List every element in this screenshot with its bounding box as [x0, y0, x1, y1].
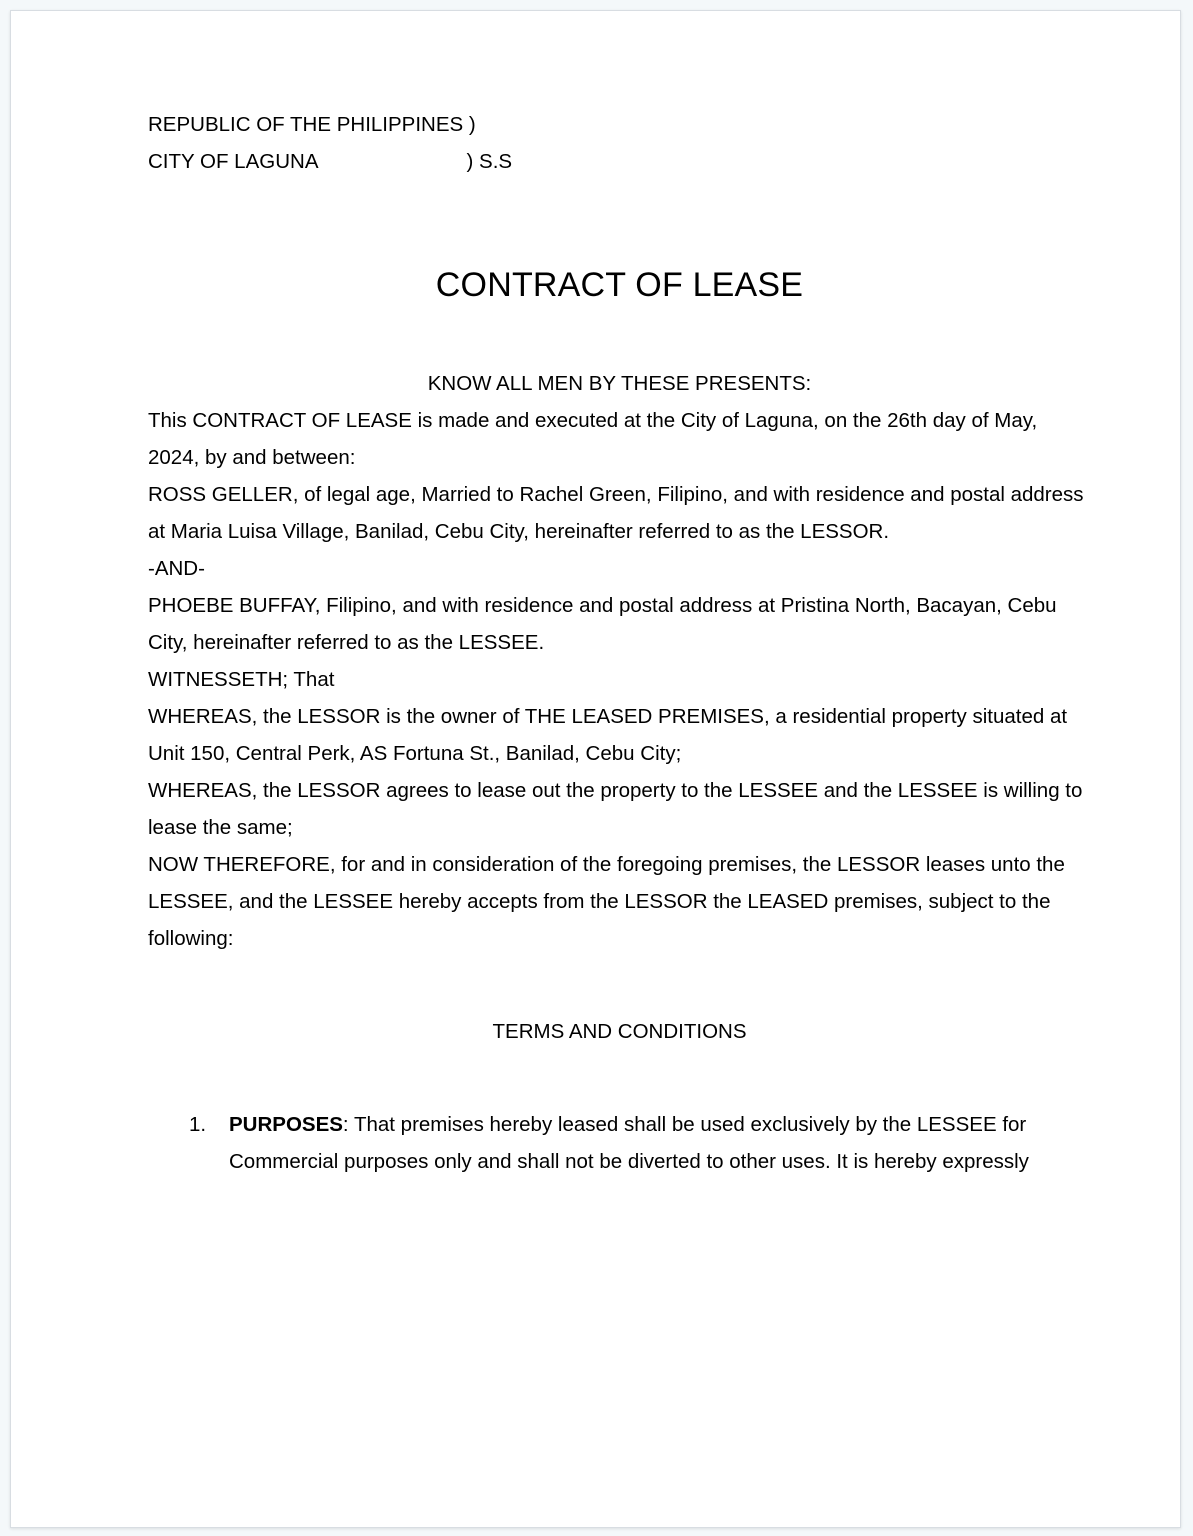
paragraph-intro: This CONTRACT OF LEASE is made and executed at the City of Laguna, on the 26th day of May, 2024, by and between: [148, 409, 1038, 469]
header-line-republic [148, 106, 1091, 143]
document-title: CONTRACT OF LEASE [435, 266, 804, 304]
paragraph-witnesseth: WITNESSETH; That [148, 668, 335, 691]
list-item-marker: 1. [189, 1113, 207, 1136]
list-item-separator: : [342, 1113, 354, 1136]
paragraph-lessee: PHOEBE BUFFAY, Filipino, and with residence and postal address at Pristina North, Bacayan, Cebu City, hereinafter referred to as the LESSEE. [148, 594, 1057, 654]
header-republic-text: REPUBLIC OF THE PHILIPPINES ) [148, 113, 476, 136]
document-subtitle: KNOW ALL MEN BY THESE PRESENTS: [427, 372, 812, 395]
list-item-label: PURPOSES [229, 1113, 343, 1136]
paragraph-whereas-1: WHEREAS, the LESSOR is the owner of THE LEASED PREMISES, a residential property situated at Unit 150, Central Perk, AS Fortuna St., Banilad, Cebu City; [148, 705, 1068, 765]
header-city-text: CITY OF LAGUNA [148, 150, 319, 173]
paragraph-lessor: ROSS GELLER, of legal age, Married to Rachel Green, Filipino, and with residence and postal address at Maria Luisa Village, Banilad, Cebu City, hereinafter referred to as the LESSOR. [148, 483, 1084, 543]
header-line-city [148, 143, 1091, 180]
paragraph-whereas-2: WHEREAS, the LESSOR agrees to lease out the property to the LESSEE and the LESSEE is willing to lease the same; [148, 779, 1083, 839]
terms-list [148, 1106, 1091, 1180]
document-body [148, 106, 1091, 1180]
list-item-text: That premises hereby leased shall be used exclusively by the LESSEE for Commercial purposes only and shall not be diverted to other uses. It is hereby expressly [229, 1113, 1029, 1173]
terms-list-item [148, 1106, 1091, 1180]
header-ss-text: ) S.S [466, 150, 513, 173]
terms-and-conditions-heading: TERMS AND CONDITIONS [492, 1020, 747, 1043]
document-page [10, 10, 1181, 1528]
paragraph-now-therefore: NOW THEREFORE, for and in consideration of the foregoing premises, the LESSOR leases unto the LESSEE, and the LESSEE hereby accepts from the LESSOR the LEASED premises, subject to the following: [148, 853, 1065, 950]
paragraph-and-separator: -AND- [148, 557, 205, 580]
